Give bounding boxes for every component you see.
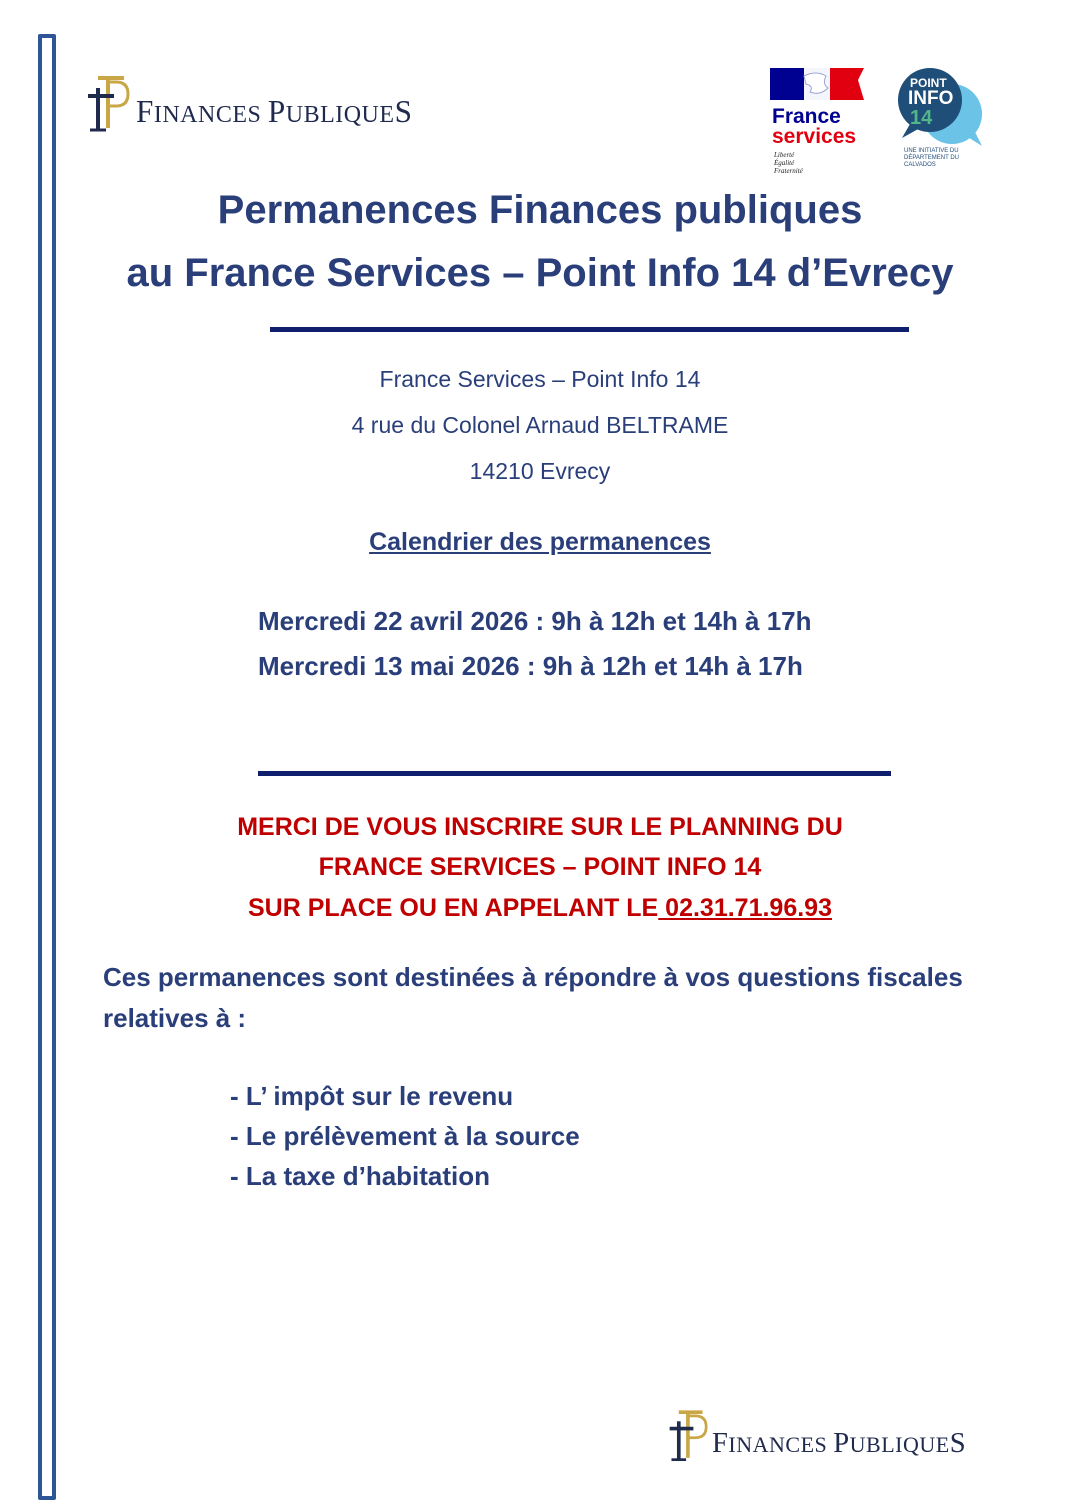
point-info-line-2: INFO — [908, 88, 954, 109]
registration-notice-line-2: FRANCE SERVICES – POINT INFO 14 — [318, 853, 762, 881]
point-info-tagline: UNE INITIATIVE DU DÉPARTEMENT DU CALVADOS — [904, 148, 960, 168]
point-info-14-logo — [896, 66, 988, 176]
finances-publiques-fp-monogram-icon — [84, 74, 130, 132]
list-item: - La taxe d’habitation — [230, 1161, 491, 1191]
list-item: - Le prélèvement à la source — [230, 1121, 580, 1151]
republic-motto: Liberté Égalité Fraternité — [774, 151, 803, 175]
page-title-line-2: au France Services – Point Info 14 d’Evrecy — [126, 251, 954, 295]
divider-top — [270, 327, 909, 332]
divider-middle — [258, 771, 891, 776]
finances-publiques-wordmark: FINANCES PUBLIQUES — [712, 1428, 967, 1459]
point-info-line-1: POINT — [910, 76, 947, 90]
calendar-heading: Calendrier des permanences — [369, 528, 711, 556]
phone-number[interactable]: 02.31.71.96.93 — [658, 894, 832, 922]
intro-paragraph: Ces permanences sont destinées à répondre à vos questions fiscales relatives à : — [103, 962, 963, 1033]
finances-publiques-logo-footer — [666, 1408, 966, 1462]
address-city: 14210 Evrecy — [469, 458, 611, 484]
session-date: Mercredi 22 avril 2026 : 9h à 12h et 14h à 17h — [258, 606, 812, 636]
finances-publiques-wordmark: FINANCES PUBLIQUES — [136, 94, 413, 129]
france-services-line-2: services — [772, 125, 857, 148]
address-name: France Services – Point Info 14 — [379, 366, 701, 392]
page-title-line-1: Permanences Finances publiques — [217, 188, 863, 232]
registration-notice-line-1: MERCI DE VOUS INSCRIRE SUR LE PLANNING DU — [237, 813, 843, 841]
france-services-line-1: France — [772, 105, 841, 128]
france-services-logo — [770, 66, 870, 178]
finances-publiques-logo — [84, 74, 412, 132]
list-item: - L’ impôt sur le revenu — [230, 1081, 514, 1111]
finances-publiques-fp-monogram-icon — [666, 1408, 708, 1462]
address-street: 4 rue du Colonel Arnaud BELTRAME — [351, 412, 729, 438]
point-info-line-3: 14 — [910, 107, 933, 129]
topics-list — [230, 1076, 580, 1196]
session-date: Mercredi 13 mai 2026 : 9h à 12h et 14h à 17h — [258, 651, 803, 681]
registration-notice-line-3: SUR PLACE OU EN APPELANT LE 02.31.71.96.93 — [248, 894, 832, 922]
marianne-flag-icon — [770, 66, 864, 102]
